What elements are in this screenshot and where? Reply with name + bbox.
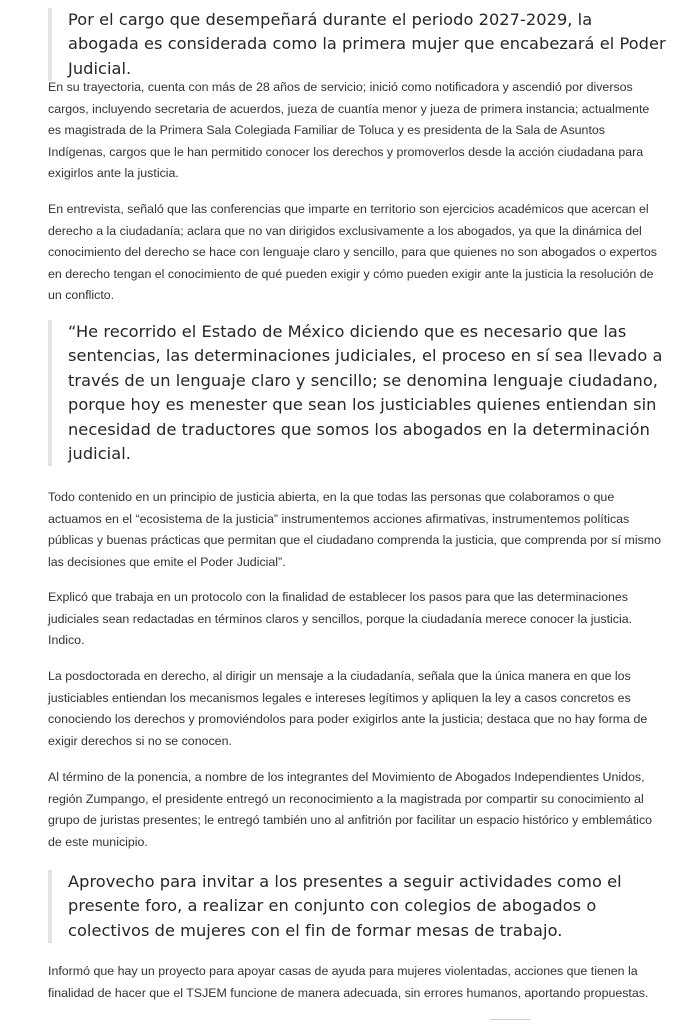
- pull-quote-first-woman: Por el cargo que desempeñará durante el periodo 2027-2029, la abogada es considerada como la primera mujer que encabezará el Poder Judicial.: [48, 8, 668, 81]
- paragraph-career: En su trayectoria, cuenta con más de 28 años de servicio; inició como notificadora y ascendió por diversos cargos, incluyendo secretaria de acuerdos, jueza de cuantía menor y jueza de primera instancia; actualmente es magistrada de la Primera Sala Colegiada Familiar de Toluca y es presidenta de la Sala de Asuntos Indígenas, cargos que le han permitido conocer los derechos y promoverlos desde la acción ciudadana para exigirlos ante la justicia.: [48, 80, 650, 180]
- paragraph-project: Informó que hay un proyecto para apoyar casas de ayuda para mujeres violentadas, acciones que tienen la finalidad de hacer que el TSJEM funcione de manera adecuada, sin errores humanos, aportando propuestas.: [48, 964, 649, 1000]
- paragraph-message: La posdoctorada en derecho, al dirigir un mensaje a la ciudadanía, señala que la única manera en que los justiciables entiendan los mecanismos legales e intereses legítimos y apliquen la ley a casos concretos es conociendo los derechos y promoviéndolos para poder exigirlos ante la justicia; destaca que no hay forma de exigir derechos si no se conocen.: [48, 669, 648, 748]
- divider: [490, 1019, 530, 1020]
- pull-quote-plain-language: “He recorrido el Estado de México diciendo que es necesario que las sentencias, las determinaciones judiciales, el proceso en sí sea llevado a través de un lenguaje claro y sencillo; se denomina lenguaje ciudadano, porque hoy es menester que sean los justiciables quienes entiendan sin necesidad de traductores que somos los abogados en la determinación judicial.: [48, 320, 668, 466]
- paragraph-recognition: Al término de la ponencia, a nombre de los integrantes del Movimiento de Abogados Independientes Unidos, región Zumpango, el presidente entregó un reconocimiento a la magistrada por compartir su conocimiento al grupo de juristas presentes; le entregó también uno al anfitrión por facilitar un espacio histórico y emblemático de este municipio.: [48, 770, 653, 849]
- paragraph-open-justice: Todo contenido en un principio de justicia abierta, en la que todas las personas que colaboramos o que actuamos en el “ecosistema de la justicia” instrumentemos acciones afirmativas, instrumentemos políticas públicas y buenas prácticas que permitan que el ciudadano comprenda la justicia, que comprenda por sí mismo las decisiones que emite el Poder Judicial”.: [48, 490, 661, 569]
- paragraph-interview: En entrevista, señaló que las conferencias que imparte en territorio son ejercicios académicos que acercan el derecho a la ciudadanía; aclara que no van dirigidos exclusivamente a los abogados, ya que la dinámica del conocimiento del derecho se hace con lenguaje claro y sencillo, para que quienes no son abogados o expertos en derecho tengan el conocimiento de qué pueden exigir y cómo pueden exigir ante la justicia la resolución de un conflicto.: [48, 202, 657, 302]
- paragraph-protocol: Explicó que trabaja en un protocolo con la finalidad de establecer los pasos para que las determinaciones judiciales sean redactadas en términos claros y sencillos, porque la ciudadanía merece conocer la justicia. Indico.: [48, 590, 633, 647]
- pull-quote-invitation: Aprovecho para invitar a los presentes a seguir actividades como el presente foro, a realizar en conjunto con colegios de abogados o colectivos de mujeres con el fin de formar mesas de trabajo.: [48, 870, 668, 943]
